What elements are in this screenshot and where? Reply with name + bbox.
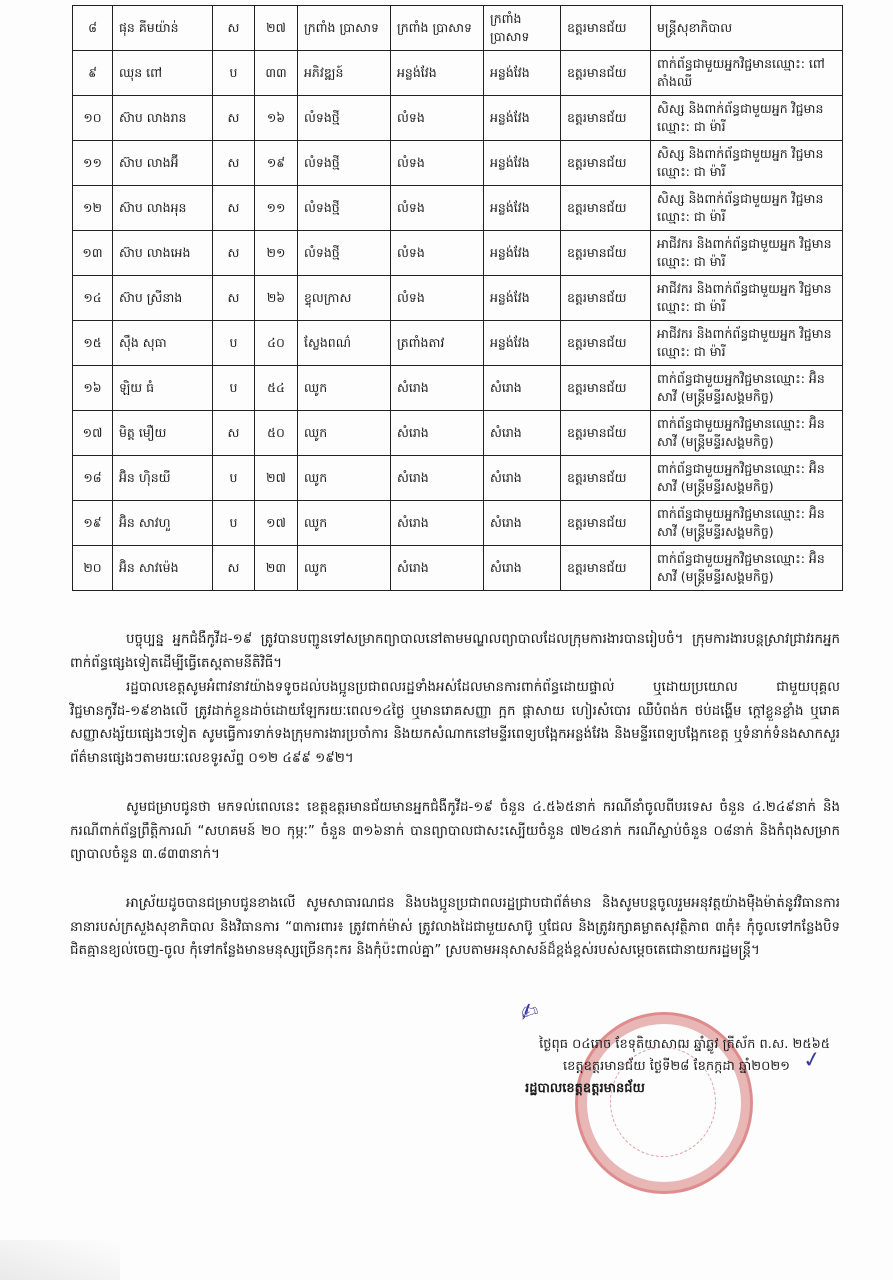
table-row bbox=[73, 186, 843, 231]
table-row bbox=[73, 546, 843, 591]
province-name: ឧត្តរមានជ័យ bbox=[561, 366, 651, 411]
patient-name: ស៊ាប លាងអេង bbox=[113, 231, 213, 276]
province-name: ឧត្តរមានជ័យ bbox=[561, 321, 651, 366]
patient-sex: ប bbox=[213, 321, 255, 366]
patient-age: ១៩ bbox=[255, 141, 298, 186]
district-name: ក្រពាំង ប្រាសាទ bbox=[484, 6, 561, 51]
patient-name: អ៊ិន សាវហួ bbox=[113, 501, 213, 546]
case-remark: សិស្ស និងពាក់ព័ន្ធជាមួយអ្នក វិជ្ជមានឈ្មោះ: ជា ម៉ារី bbox=[651, 186, 843, 231]
village-name: លំទងថ្មី bbox=[298, 96, 391, 141]
table-row bbox=[73, 276, 843, 321]
commune-name: លំទង bbox=[391, 276, 484, 321]
patient-age: ១៧ bbox=[255, 501, 298, 546]
commune-name: សំរោង bbox=[391, 366, 484, 411]
province-name: ឧត្តរមានជ័យ bbox=[561, 6, 651, 51]
row-number: ២០ bbox=[73, 546, 113, 591]
district-name: សំរោង bbox=[484, 411, 561, 456]
district-name: អន្លង់វែង bbox=[484, 141, 561, 186]
district-name: សំរោង bbox=[484, 456, 561, 501]
commune-name: អន្លង់វែង bbox=[391, 51, 484, 96]
patient-sex: ស bbox=[213, 186, 255, 231]
row-number: ៩ bbox=[73, 51, 113, 96]
patient-age: ១១ bbox=[255, 186, 298, 231]
district-name: អន្លង់វែង bbox=[484, 51, 561, 96]
patient-name: ស៊ាប លាងរាន bbox=[113, 96, 213, 141]
signoff-block bbox=[430, 1034, 830, 1100]
patient-sex: ស bbox=[213, 411, 255, 456]
patient-sex: ប bbox=[213, 501, 255, 546]
patient-sex: ស bbox=[213, 6, 255, 51]
commune-name: សំរោង bbox=[391, 501, 484, 546]
table-body bbox=[73, 6, 843, 591]
village-name: ឈូក bbox=[298, 411, 391, 456]
row-number: ១៣ bbox=[73, 231, 113, 276]
district-name: អន្លង់វែង bbox=[484, 231, 561, 276]
patient-sex: ប bbox=[213, 456, 255, 501]
district-name: សំរោង bbox=[484, 546, 561, 591]
row-number: ១០ bbox=[73, 96, 113, 141]
patient-name: ស៊ាប ស្រីនាង bbox=[113, 276, 213, 321]
commune-name: សំរោង bbox=[391, 411, 484, 456]
table-row bbox=[73, 51, 843, 96]
patient-sex: ប bbox=[213, 51, 255, 96]
paragraph-text: សូមជម្រាបជូនថា មកទល់ពេលនេះ ខេត្តឧត្តរមានជ័យមានអ្នកជំងឺកូវីដ-១៩ ចំនួន ៤.៥៦៥នាក់ ករណីនាំចូលពីបរទេស ចំនួន ៤.២៤៩នាក់ និងករណីពាក់ព័ន្ធព្រឹត្តិការណ៍ “សហគមន៍ ២០ កុម្ភៈ” ចំនួន ៣១៦នាក់ បានព្យាបាលជាសះស្បើយចំនួន ៧២៤នាក់ ករណីស្លាប់ចំនួន ០៨នាក់ និងកំពុងសម្រាកព្យាបាលចំនួន ៣.៨៣៣នាក់។ bbox=[70, 800, 840, 862]
patient-name: ស៊ាប លាងអុន bbox=[113, 186, 213, 231]
village-name: ក្រពាំង ប្រាសាទ bbox=[298, 6, 391, 51]
commune-name: លំទង bbox=[391, 96, 484, 141]
patient-sex: ប bbox=[213, 366, 255, 411]
patient-name: អ៊ិន សាវម៉េង bbox=[113, 546, 213, 591]
village-name: ឈូក bbox=[298, 456, 391, 501]
patient-name: ផុន គីមយ៉ាន់ bbox=[113, 6, 213, 51]
patient-name: ឈុន ពៅ bbox=[113, 51, 213, 96]
row-number: ១៧ bbox=[73, 411, 113, 456]
issuer-name: រដ្ឋបាលខេត្តឧត្តរមានជ័យ bbox=[525, 1081, 645, 1096]
patient-age: ២១ bbox=[255, 231, 298, 276]
province-name: ឧត្តរមានជ័យ bbox=[561, 501, 651, 546]
district-name: អន្លង់វែង bbox=[484, 321, 561, 366]
patient-age: ៥៤ bbox=[255, 366, 298, 411]
district-name: អន្លង់វែង bbox=[484, 276, 561, 321]
paragraph-treatment-status bbox=[70, 628, 840, 675]
commune-name: សំរោង bbox=[391, 546, 484, 591]
province-name: ឧត្តរមានជ័យ bbox=[561, 411, 651, 456]
row-number: ១៦ bbox=[73, 366, 113, 411]
table-row bbox=[73, 96, 843, 141]
table-row bbox=[73, 411, 843, 456]
case-remark: ពាក់ព័ន្ធជាមួយអ្នកវិជ្ជមានឈ្មោះ: អ៊ិន សាវី (មន្ត្រីមន្ទីរសង្គមកិច្ច) bbox=[651, 366, 843, 411]
commune-name: លំទង bbox=[391, 231, 484, 276]
district-name: អន្លង់វែង bbox=[484, 96, 561, 141]
paragraph-text: រដ្ឋបាលខេត្តសូមអំពាវនាវយ៉ាងទទូចដល់បងប្អូនប្រជាពលរដ្ឋទាំងអស់ដែលមានការពាក់ព័ន្ធដោយផ្ទាល់ ឬដោយប្រយោល ជាមួយបុគ្គលវិជ្ជមានកូវីដ-១៩ខាងលើ ត្រូវដាក់ខ្លួនដាច់ដោយឡែករយៈពេល១៤ថ្ងៃ ឬមានរោគសញ្ញា ក្អក ផ្តាសាយ ហៀរសំបោរ ឈឺបំពង់ក ថប់ដង្ហើម ក្តៅខ្លួនខ្លាំង ឬរោគសញ្ញាសង្ស័យផ្សេងៗទៀត សូមធ្វើការទាក់ទងក្រុមការងារប្រចាំការ និងយកសំណាកនៅមន្ទីរពេទ្យបង្អែកអន្លង់វែង និងមន្ទីរពេទ្យបង្អែកខេត្ត ឬទំនាក់ទំនងសាកសួរព័ត៌មានផ្សេងៗតាមរយៈលេខទូរស័ព្ទ ០១២ ៤៩៩ ១៩២។ bbox=[70, 680, 840, 766]
case-remark: ពាក់ព័ន្ធជាមួយអ្នកវិជ្ជមានឈ្មោះ: អ៊ិន សាវី (មន្ត្រីមន្ទីរសង្គមកិច្ច) bbox=[651, 411, 843, 456]
village-name: លំទងថ្មី bbox=[298, 186, 391, 231]
patient-sex: ស bbox=[213, 141, 255, 186]
commune-name: ក្រពាំង ប្រាសាទ bbox=[391, 6, 484, 51]
case-remark: ពាក់ព័ន្ធជាមួយអ្នកវិជ្ជមានឈ្មោះ: អ៊ិន សាវី (មន្ត្រីមន្ទីរសង្គមកិច្ច) bbox=[651, 501, 843, 546]
province-name: ឧត្តរមានជ័យ bbox=[561, 186, 651, 231]
province-name: ឧត្តរមានជ័យ bbox=[561, 96, 651, 141]
patient-name: ស៊ឹង សុធា bbox=[113, 321, 213, 366]
village-name: ឈូក bbox=[298, 366, 391, 411]
photo-shadow bbox=[0, 1240, 120, 1280]
row-number: ១៥ bbox=[73, 321, 113, 366]
village-name: ឈូក bbox=[298, 546, 391, 591]
table-row bbox=[73, 6, 843, 51]
paragraph-appeal bbox=[70, 676, 840, 770]
patient-age: ៥០ bbox=[255, 411, 298, 456]
patient-age: ២៣ bbox=[255, 546, 298, 591]
row-number: ១១ bbox=[73, 141, 113, 186]
patient-age: ២៦ bbox=[255, 276, 298, 321]
commune-name: សំរោង bbox=[391, 456, 484, 501]
row-number: ១២ bbox=[73, 186, 113, 231]
patient-sex: ស bbox=[213, 96, 255, 141]
patient-name: អ៊ិន ហ៊ិនយី bbox=[113, 456, 213, 501]
commune-name: លំទង bbox=[391, 186, 484, 231]
village-name: លំទងថ្មី bbox=[298, 231, 391, 276]
case-remark: មន្ត្រីសុខាភិបាល bbox=[651, 6, 843, 51]
table-row bbox=[73, 456, 843, 501]
village-name: លំទងថ្មី bbox=[298, 141, 391, 186]
province-name: ឧត្តរមានជ័យ bbox=[561, 276, 651, 321]
patient-name: ស៊ាប លាងអ៊ី bbox=[113, 141, 213, 186]
patient-age: ២៧ bbox=[255, 456, 298, 501]
covid-cases-table bbox=[72, 5, 843, 591]
district-name: អន្លង់វែង bbox=[484, 186, 561, 231]
village-name: ស្លែងពណ៌ bbox=[298, 321, 391, 366]
paragraph-statistics bbox=[70, 796, 840, 867]
case-remark: ពាក់ព័ន្ធជាមួយអ្នកវិជ្ជមានឈ្មោះ: ពៅ តាំងឈី bbox=[651, 51, 843, 96]
table-row bbox=[73, 321, 843, 366]
commune-name: លំទង bbox=[391, 141, 484, 186]
initial-signature-icon: ✍ bbox=[516, 997, 543, 1028]
case-remark: អាជីវករ និងពាក់ព័ន្ធជាមួយអ្នក វិជ្ជមានឈ្មោះ: ជា ម៉ារី bbox=[651, 276, 843, 321]
province-name: ឧត្តរមានជ័យ bbox=[561, 231, 651, 276]
patient-age: ៣៣ bbox=[255, 51, 298, 96]
patient-age: ១៦ bbox=[255, 96, 298, 141]
district-name: សំរោង bbox=[484, 501, 561, 546]
date-signature-icon: ✓ bbox=[800, 1046, 824, 1075]
case-remark: ពាក់ព័ន្ធជាមួយអ្នកវិជ្ជមានឈ្មោះ: អ៊ិន សាវី (មន្ត្រីមន្ទីរសង្គមកិច្ច) bbox=[651, 456, 843, 501]
province-name: ឧត្តរមានជ័យ bbox=[561, 546, 651, 591]
village-name: ខ្ទុលក្រាស bbox=[298, 276, 391, 321]
case-remark: សិស្ស និងពាក់ព័ន្ធជាមួយអ្នក វិជ្ជមានឈ្មោះ: ជា ម៉ារី bbox=[651, 96, 843, 141]
table-row bbox=[73, 231, 843, 276]
patient-sex: ស bbox=[213, 231, 255, 276]
province-name: ឧត្តរមានជ័យ bbox=[561, 51, 651, 96]
village-name: អភិវឌ្ឍន៍ bbox=[298, 51, 391, 96]
paragraph-measures bbox=[70, 892, 840, 963]
case-remark: អាជីវករ និងពាក់ព័ន្ធជាមួយអ្នក វិជ្ជមានឈ្មោះ: ជា ម៉ារី bbox=[651, 321, 843, 366]
table-row bbox=[73, 366, 843, 411]
row-number: ១៤ bbox=[73, 276, 113, 321]
row-number: ១៨ bbox=[73, 456, 113, 501]
patient-age: ៤០ bbox=[255, 321, 298, 366]
table-row bbox=[73, 501, 843, 546]
commune-name: ត្រពាំងតាវ bbox=[391, 321, 484, 366]
patient-name: ឡិយ ធំ bbox=[113, 366, 213, 411]
district-name: សំរោង bbox=[484, 366, 561, 411]
row-number: ១៩ bbox=[73, 501, 113, 546]
patient-sex: ស bbox=[213, 546, 255, 591]
paragraph-text: អាស្រ័យដូចបានជម្រាបជូនខាងលើ សូមសាធារណជន និងបងប្អូនប្រជាពលរដ្ឋជ្រាបជាព័ត៌មាន និងសូមបន្តចូលរួមអនុវត្តយ៉ាងម៉ឺងម៉ាត់នូវវិធានការនានារបស់ក្រសួងសុខាភិបាល និងវិធានការ “៣ការពារ៖ ត្រូវពាក់ម៉ាស់ ត្រូវលាងដៃជាមួយសាប៊ូ ឬជែល និងត្រូវរក្សាគម្លាតសុវត្ថិភាព ៣កុំ៖ កុំចូលទៅកន្លែងបិទជិតគ្មានខ្យល់ចេញ-ចូល កុំទៅកន្លែងមានមនុស្សច្រើនកុះករ និងកុំប៉ះពាល់គ្នា” ស្របតាមអនុសាសន៍ដ៏ខ្ពង់ខ្ពស់របស់សម្តេចតេជោនាយករដ្ឋមន្ត្រី។ bbox=[70, 896, 840, 958]
patient-age: ២៧ bbox=[255, 6, 298, 51]
province-name: ឧត្តរមានជ័យ bbox=[561, 141, 651, 186]
table-row bbox=[73, 141, 843, 186]
paragraph-text: បច្ចុប្បន្ន អ្នកជំងឺកូវីដ-១៩ ត្រូវបានបញ្ជូនទៅសម្រាកព្យាបាលនៅតាមមណ្ឌលព្យាបាលដែលក្រុមការងារបានរៀបចំ។ ក្រុមការងារបន្តស្រាវជ្រាវរកអ្នកពាក់ព័ន្ធផ្សេងទៀតដើម្បីធ្វើតេស្តតាមនីតិវិធី។ bbox=[70, 632, 840, 671]
case-remark: ពាក់ព័ន្ធជាមួយអ្នកវិជ្ជមានឈ្មោះ: អ៊ិន សាវី (មន្ត្រីមន្ទីរសង្គមកិច្ច) bbox=[651, 546, 843, 591]
patient-name: មិត្ត មឿយ bbox=[113, 411, 213, 456]
lunar-date: ថ្ងៃពុធ ០៤រោច ខែទុតិយាសាឍ ឆ្នាំឆ្លូវ ត្រីស័ក ព.ស. ២៥៦៥ bbox=[539, 1037, 830, 1052]
village-name: ឈូក bbox=[298, 501, 391, 546]
row-number: ៨ bbox=[73, 6, 113, 51]
province-name: ឧត្តរមានជ័យ bbox=[561, 456, 651, 501]
solar-date: ខេត្តឧត្តរមានជ័យ ថ្ងៃទី២៨ ខែកក្កដា ឆ្នាំ២០២១ bbox=[563, 1059, 790, 1074]
patient-sex: ស bbox=[213, 276, 255, 321]
case-remark: អាជីវករ និងពាក់ព័ន្ធជាមួយអ្នក វិជ្ជមានឈ្មោះ: ជា ម៉ារី bbox=[651, 231, 843, 276]
case-remark: សិស្ស និងពាក់ព័ន្ធជាមួយអ្នក វិជ្ជមានឈ្មោះ: ជា ម៉ារី bbox=[651, 141, 843, 186]
